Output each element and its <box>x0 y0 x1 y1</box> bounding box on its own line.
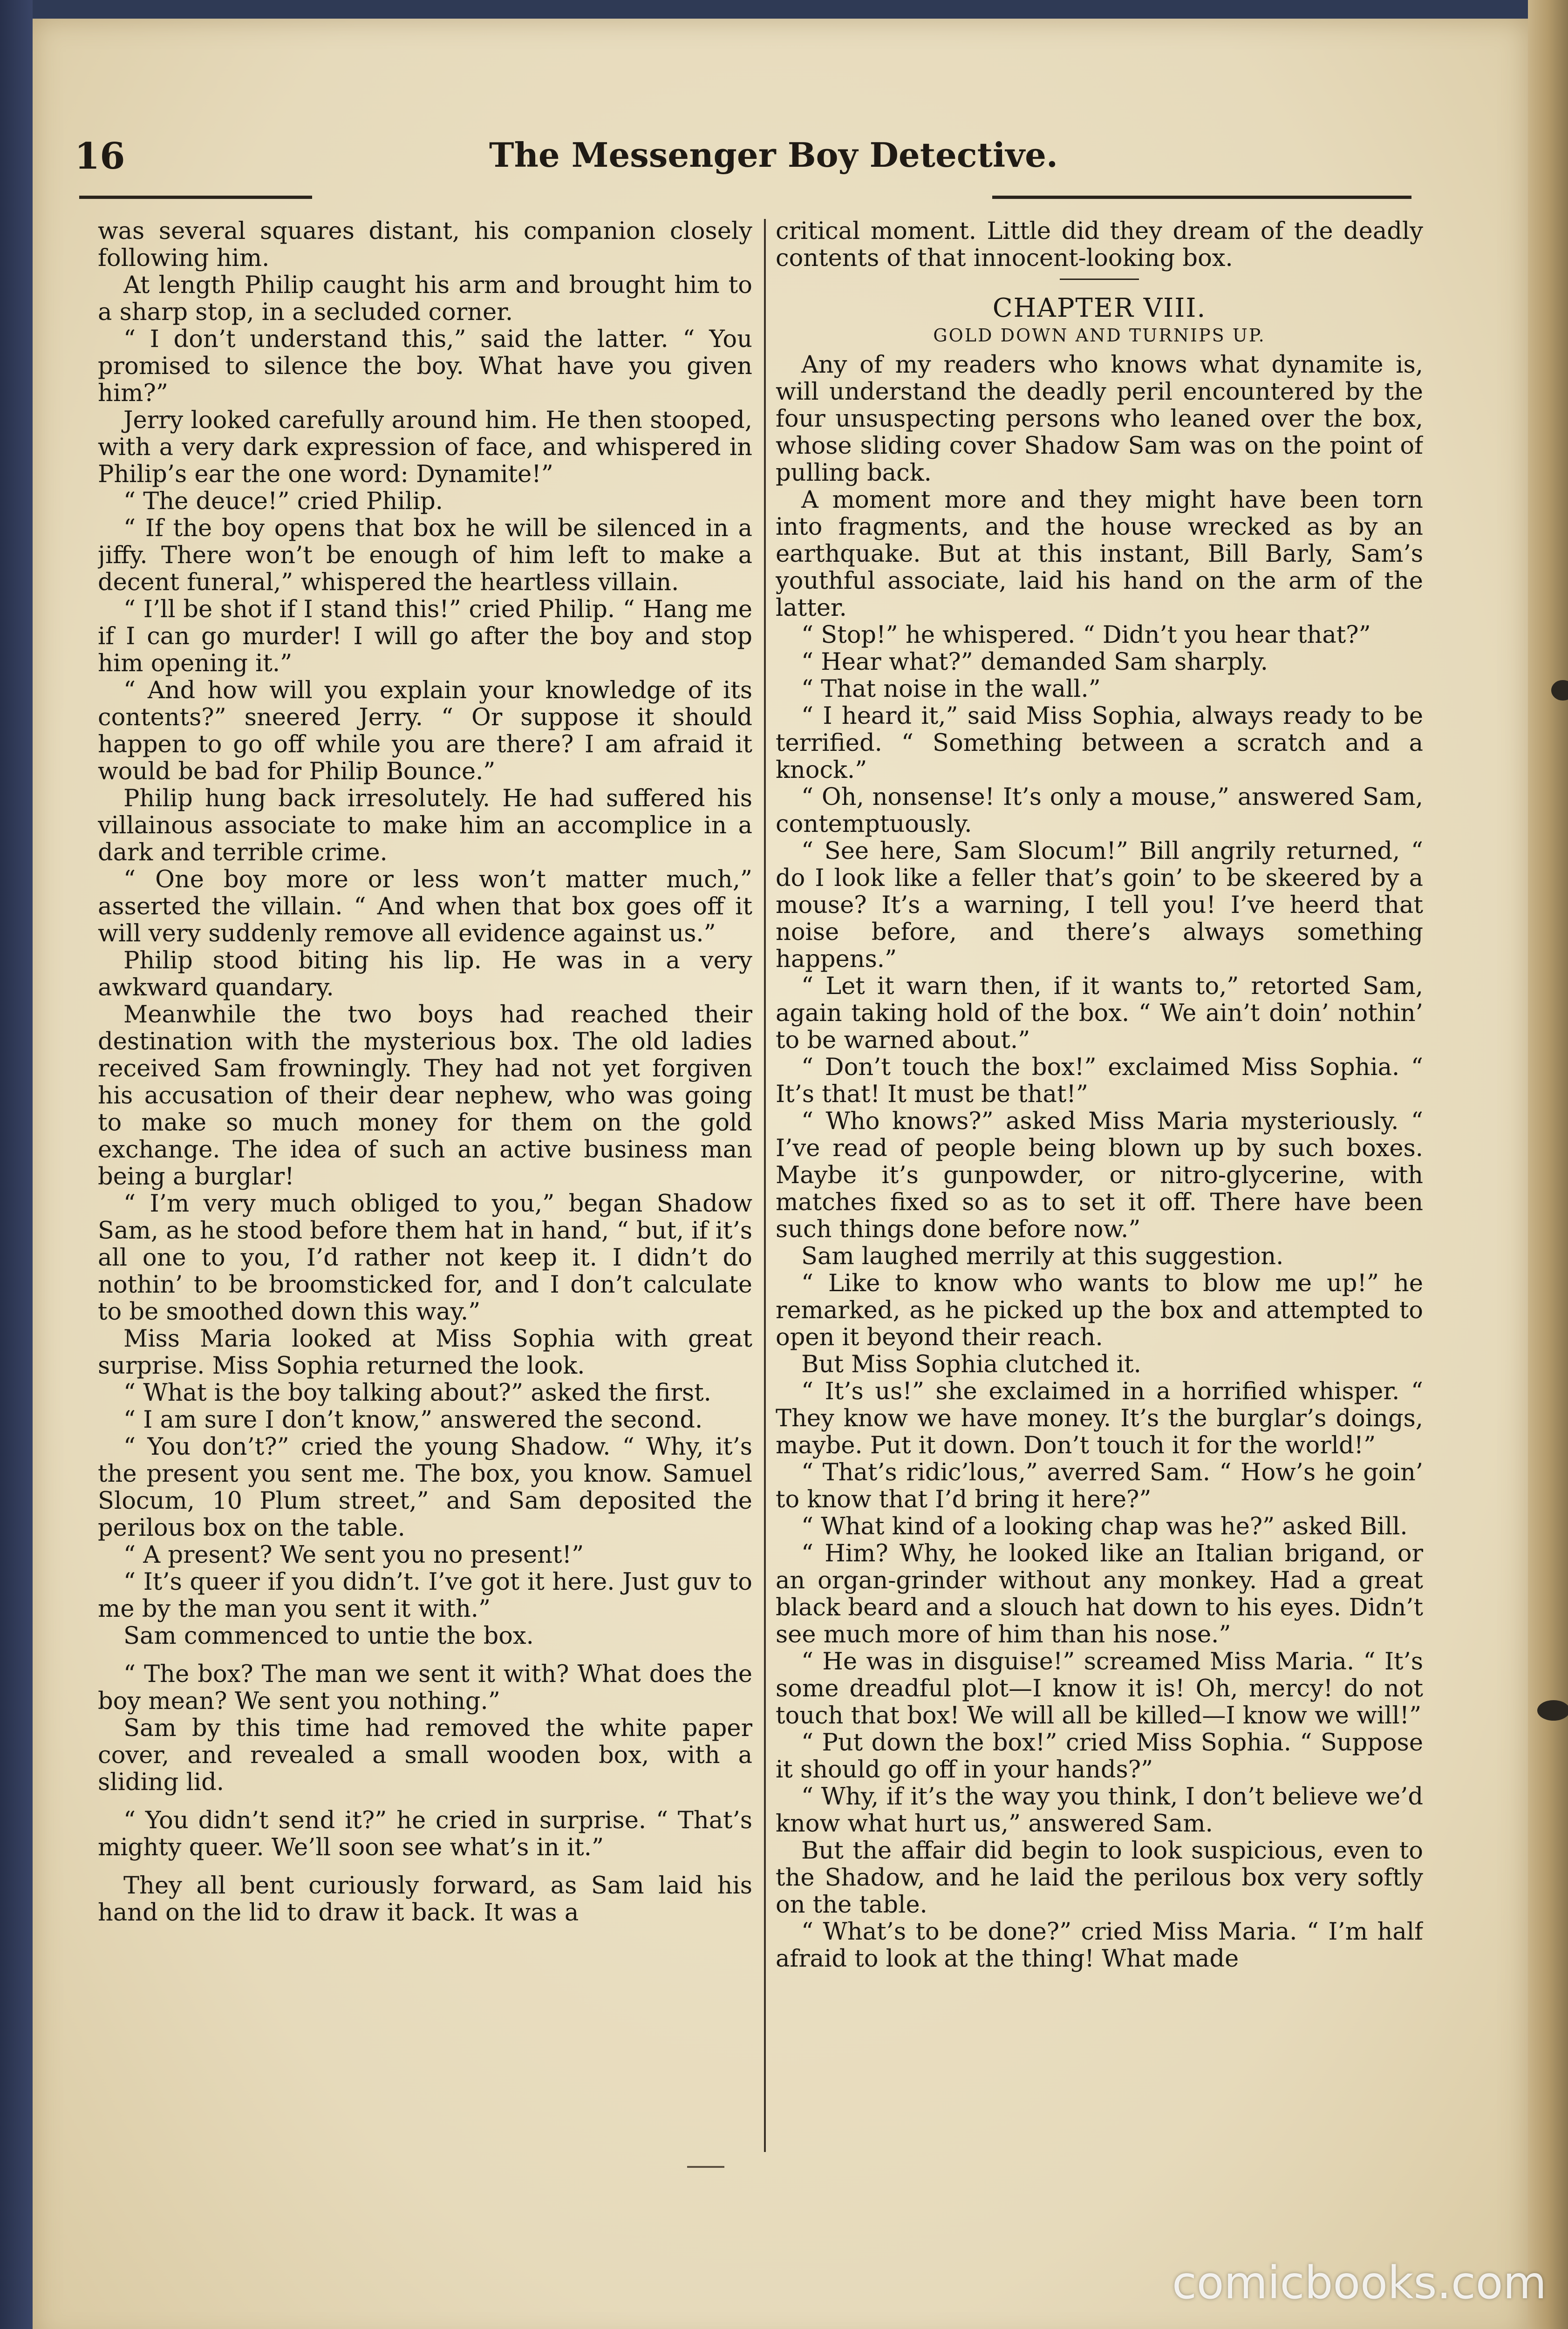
paragraph: “ If the boy opens that box he will be silenced in a jiffy. There won’t be enough of him left to make a decent funeral,” whispered the heartless villain. <box>98 515 752 596</box>
paragraph: “ What kind of a looking chap was he?” asked Bill. <box>801 1513 1408 1540</box>
chapter-heading: CHAPTER VIII. <box>992 293 1207 323</box>
paragraph: But Miss Sophia clutched it. <box>801 1351 1141 1378</box>
paragraph: At length Philip caught his arm and brought him to a sharp stop, in a secluded corner. <box>98 272 752 326</box>
paragraph: “ And how will you explain your knowledge of its contents?” sneered Jerry. “ Or suppose it should happen to go off while you are there? I am afraid it would be bad for Philip Bounce.” <box>98 677 752 785</box>
header-rule-right <box>992 196 1411 199</box>
paragraph: “ See here, Sam Slocum!” Bill angrily returned, “ do I look like a feller that’s goin’ to be skeered by a mouse? It’s a warning, I tell you! I’ve heerd that noise before, and there’s always something happens.” <box>776 838 1423 973</box>
paragraph: “ I am sure I don’t know,” answered the second. <box>123 1406 703 1434</box>
paragraph: “ Don’t touch the box!” exclaimed Miss Sophia. “ It’s that! It must be that!” <box>776 1054 1423 1108</box>
paragraph: “ Put down the box!” cried Miss Sophia. “ Suppose it should go off in your hands?” <box>776 1729 1423 1784</box>
paragraph: “ What’s to be done?” cried Miss Maria. “ I’m half afraid to look at the thing! What made <box>776 1918 1423 1973</box>
chapter-subtitle: GOLD DOWN AND TURNIPS UP. <box>933 325 1266 346</box>
paragraph: “ You don’t?” cried the young Shadow. “ Why, it’s the present you sent me. The box, you know. Samuel Slocum, 10 Plum street,” and Sam deposited the perilous box on the table. <box>98 1433 752 1542</box>
paragraph: “ Who knows?” asked Miss Maria mysteriously. “ I’ve read of people being blown up by such boxes. Maybe it’s gunpowder, or nitro-glycerine, with matches fixed so as to set it off. There have been such things done before now.” <box>776 1108 1423 1243</box>
right-column <box>776 218 1423 2160</box>
paragraph: “ The box? The man we sent it with? What does the boy mean? We sent you nothing.” <box>98 1661 752 1715</box>
paragraph: “ Him? Why, he looked like an Italian brigand, or an organ-grinder without any monkey. Had a great black beard and a slouch hat down to his eyes. Didn’t see much more of him than his nose.” <box>776 1540 1423 1648</box>
paragraph: “ Like to know who wants to blow me up!” he remarked, as he picked up the box and attempted to open it beyond their reach. <box>776 1270 1423 1351</box>
paragraph: Any of my readers who knows what dynamite is, will understand the deadly peril encountered by the four unsuspecting persons who leaned over the box, whose sliding cover Shadow Sam was on the point of pulling back. <box>776 351 1423 487</box>
paragraph: “ The deuce!” cried Philip. <box>123 488 443 515</box>
paragraph: Sam by this time had removed the white paper cover, and revealed a small wooden box, with a sliding lid. <box>98 1715 752 1796</box>
running-title: The Messenger Boy Detective. <box>489 135 1058 175</box>
paragraph: “ Hear what?” demanded Sam sharply. <box>801 648 1268 676</box>
paragraph: “ You didn’t send it?” he cried in surprise. “ That’s mighty queer. We’ll soon see what’s in it.” <box>98 1807 752 1861</box>
column-divider <box>764 219 766 2152</box>
paragraph: Meanwhile the two boys had reached their destination with the mysterious box. The old ladies received Sam frowningly. They had not yet forgiven his accusation of their dear nephew, who was going to make so much money for them on the gold exchange. The idea of such an active business man being a burglar! <box>98 1001 752 1191</box>
paragraph: “ A present? We sent you no present!” <box>123 1541 584 1569</box>
paragraph: “ One boy more or less won’t matter much,” asserted the villain. “ And when that box goes off it will very suddenly remove all evidence against us.” <box>98 866 752 947</box>
left-column <box>98 218 752 2160</box>
paragraph: Miss Maria looked at Miss Sophia with great surprise. Miss Sophia returned the look. <box>98 1325 752 1380</box>
footer-mark <box>687 2166 724 2168</box>
page-tear-hole <box>1537 1700 1568 1721</box>
paragraph: “ That’s ridic’lous,” averred Sam. “ How’s he goin’ to know that I’d bring it here?” <box>776 1459 1423 1513</box>
paragraph: critical moment. Little did they dream of the deadly contents of that innocent-looking box. <box>776 218 1423 272</box>
paragraph: “ Let it warn then, if it wants to,” retorted Sam, again taking hold of the box. “ We ain’t doin’ nothin’ to be warned about.” <box>776 973 1423 1054</box>
paragraph: was several squares distant, his companion closely following him. <box>98 218 752 272</box>
watermark: comicbooks.com <box>1172 2257 1547 2309</box>
paragraph: But the affair did begin to look suspicious, even to the Shadow, and he laid the perilous box very softly on the table. <box>776 1837 1423 1919</box>
paragraph: “ He was in disguise!” screamed Miss Maria. “ It’s some dreadful plot—I know it is! Oh, mercy! do not touch that box! We will all be killed—I know we will!” <box>776 1648 1423 1730</box>
paragraph: “ I’m very much obliged to you,” began Shadow Sam, as he stood before them hat in hand, “ but, if it’s all one to you, I’d rather not keep it. I didn’t do nothin’ to be broomsticked for, and I don’t calculate to be smoothed down this way.” <box>98 1190 752 1326</box>
running-head <box>75 135 1407 186</box>
paragraph: “ I don’t understand this,” said the latter. “ You promised to silence the boy. What have you given him?” <box>98 326 752 407</box>
paragraph: “ It’s queer if you didn’t. I’ve got it here. Just guv to me by the man you sent it with.” <box>98 1568 752 1623</box>
paragraph: Sam commenced to untie the box. <box>123 1622 534 1650</box>
paragraph: They all bent curiously forward, as Sam laid his hand on the lid to draw it back. It was a <box>98 1872 752 1927</box>
paragraph: Philip hung back irresolutely. He had suffered his villainous associate to make him an accomplice in a dark and terrible crime. <box>98 785 752 866</box>
paragraph: “ Oh, nonsense! It’s only a mouse,” answered Sam, contemptuously. <box>776 783 1423 838</box>
paragraph: Jerry looked carefully around him. He then stooped, with a very dark expression of face, and whispered in Philip’s ear the one word: Dynamite!” <box>98 407 752 488</box>
page-number: 16 <box>75 135 125 177</box>
paragraph: Sam laughed merrily at this suggestion. <box>801 1243 1284 1270</box>
paragraph: “ I’ll be shot if I stand this!” cried Philip. “ Hang me if I can go murder! I will go after the boy and stop him opening it.” <box>98 596 752 677</box>
paragraph: “ I heard it,” said Miss Sophia, always ready to be terrified. “ Something between a scratch and a knock.” <box>776 702 1423 784</box>
paragraph: “ It’s us!” she exclaimed in a horrified whisper. “ They know we have money. It’s the burglar’s doings, maybe. Put it down. Don’t touch it for the world!” <box>776 1378 1423 1459</box>
paragraph: “ What is the boy talking about?” asked the first. <box>123 1379 711 1407</box>
section-rule <box>1060 279 1139 280</box>
paragraph: “ Stop!” he whispered. “ Didn’t you hear that?” <box>801 621 1371 649</box>
paragraph: “ Why, if it’s the way you think, I don’t believe we’d know what hurt us,” answered Sam. <box>776 1783 1423 1838</box>
book-cover-edge <box>0 0 33 2329</box>
header-rule-left <box>79 196 312 199</box>
paragraph: A moment more and they might have been torn into fragments, and the house wrecked as by an earthquake. But at this instant, Bill Barly, Sam’s youthful associate, laid his hand on the arm of the latter. <box>776 486 1423 622</box>
paragraph: Philip stood biting his lip. He was in a very awkward quandary. <box>98 947 752 1001</box>
page-stack-edge <box>1528 0 1568 2329</box>
paragraph: “ That noise in the wall.” <box>801 675 1101 703</box>
